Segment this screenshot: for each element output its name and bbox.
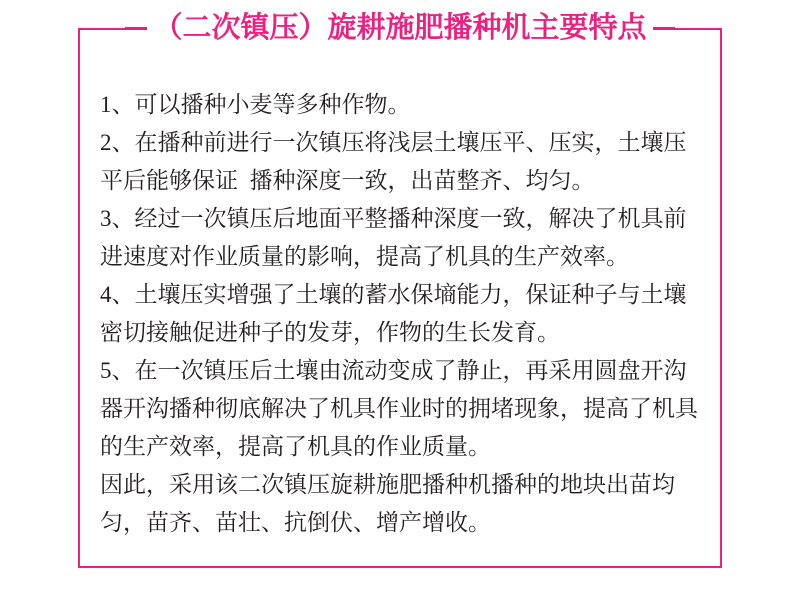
body-line: 1、可以播种小麦等多种作物。 (100, 92, 411, 117)
body-line: 进速度对作业质量的影响，提高了机具的生产效率。 (100, 244, 629, 269)
body-line: 4、土壤压实增强了土壤的蓄水保墒能力，保证种子与土壤 (100, 282, 687, 307)
title-rule-right (653, 27, 675, 29)
page-title: （二次镇压）旋耕施肥播种机主要特点 (147, 14, 652, 43)
body-line: 因此，采用该二次镇压旋耕施肥播种机播种的地块出苗均 (100, 472, 675, 497)
body-line: 器开沟播种彻底解决了机具作业时的拥堵现象，提高了机具 (100, 396, 698, 421)
body-line: 匀，苗齐、苗壮、抗倒伏、增产增收。 (100, 510, 491, 535)
body-line: 平后能够保证 播种深度一致，出苗整齐、均匀。 (100, 168, 595, 193)
body-line: 的生产效率，提高了机具的作业质量。 (100, 434, 491, 459)
body-line: 2、在播种前进行一次镇压将浅层土壤压平、压实，土壤压 (100, 130, 687, 155)
title-rule-left (125, 27, 147, 29)
body-text-block (100, 86, 710, 542)
body-line: 5、在一次镇压后土壤由流动变成了静止，再采用圆盘开沟 (100, 358, 687, 383)
body-line: 3、经过一次镇压后地面平整播种深度一致，解决了机具前 (100, 206, 687, 231)
body-line: 密切接触促进种子的发芽，作物的生长发育。 (100, 320, 560, 345)
